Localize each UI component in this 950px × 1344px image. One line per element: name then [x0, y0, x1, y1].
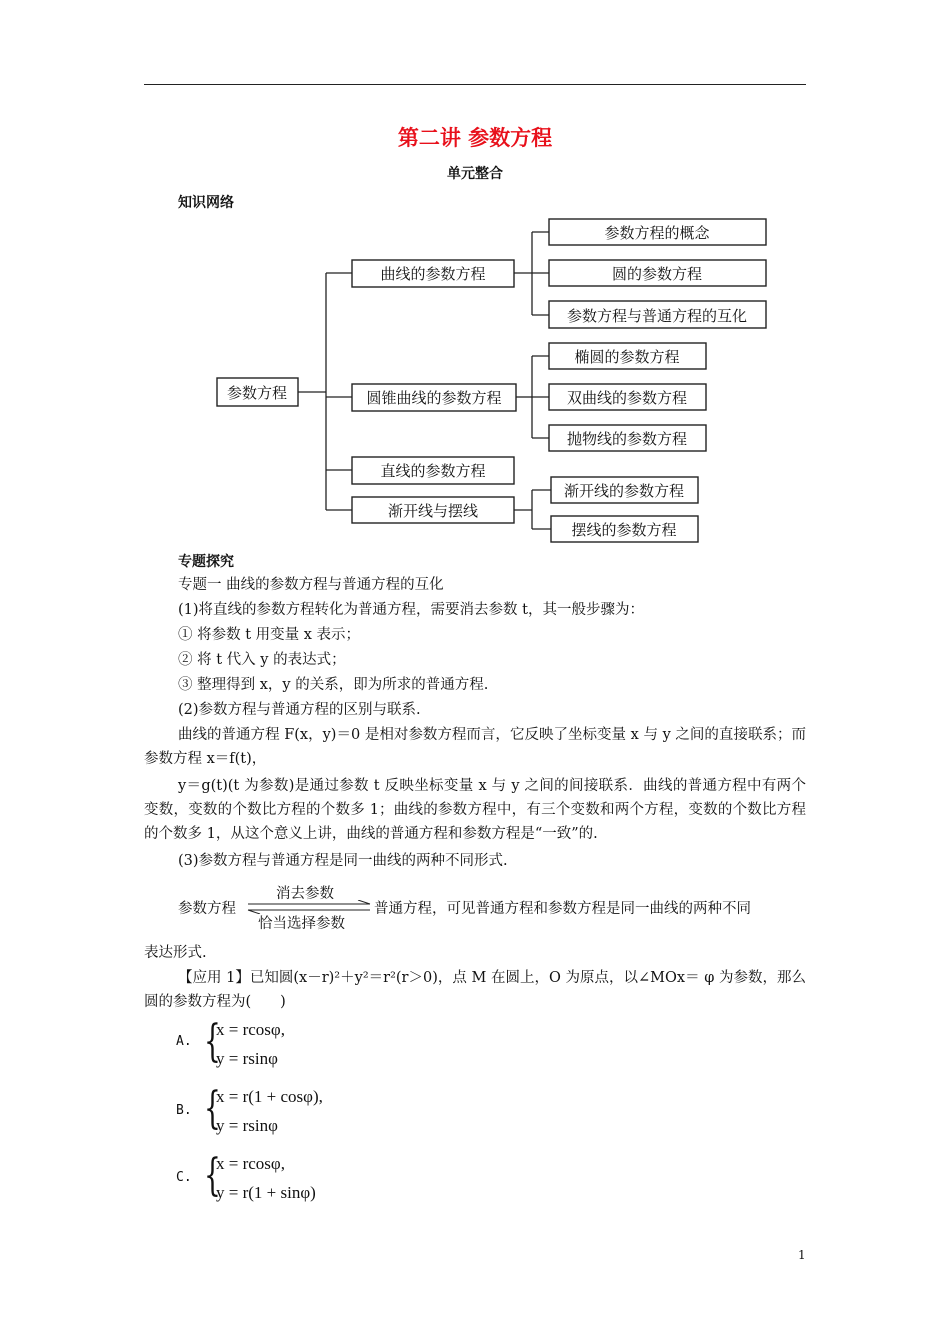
section-heading-network: 知识网络: [178, 195, 234, 211]
conversion-tail: 表达形式.: [144, 945, 207, 961]
tree-leaf-conversion: [549, 301, 766, 328]
tree-leaf-label: 双曲线的参数方程: [566, 389, 688, 407]
topic-heading: 专题一 曲线的参数方程与普通方程的互化: [178, 577, 444, 593]
tree-branch-label: 曲线的参数方程: [380, 265, 486, 283]
option-letter: A.: [176, 1034, 192, 1049]
tree-leaf-label: 摆线的参数方程: [571, 521, 677, 539]
tree-root-label: 参数方程: [226, 384, 288, 402]
conversion-top-label: 消去参数: [276, 886, 334, 902]
page-title: 第二讲 参数方程: [397, 126, 553, 150]
section-heading-topic: 专题探究: [178, 554, 234, 570]
option-eq-1: x = rcosφ,: [216, 1020, 285, 1039]
tree-leaf-label: 参数方程与普通方程的互化: [566, 307, 748, 325]
option-eq-2: y = r(1 + sinφ): [216, 1183, 316, 1202]
step-3: ③ 整理得到 x，y 的关系，即为所求的普通方程.: [178, 677, 489, 693]
tree-leaf-hyperbola: [549, 384, 706, 410]
paragraph-5: (3)参数方程与普通方程是同一曲线的两种不同形式.: [178, 853, 508, 869]
option-b[interactable]: [176, 1083, 476, 1143]
tree-branch-curve: [352, 260, 514, 287]
tree-branch-line: [352, 457, 514, 484]
tree-leaf-involute: [551, 477, 698, 503]
tree-leaf-ellipse: [549, 343, 706, 369]
option-c[interactable]: [176, 1150, 476, 1210]
option-letter: B.: [176, 1103, 192, 1118]
tree-branch-conic: [352, 384, 516, 411]
tree-branch-involute: [352, 497, 514, 523]
tree-leaf-label: 抛物线的参数方程: [566, 430, 688, 448]
tree-leaf-label: 椭圆的参数方程: [574, 348, 680, 366]
tree-root: [217, 378, 298, 406]
conversion-right-label: 普通方程，可见普通方程和参数方程是同一曲线的两种不同: [374, 901, 751, 917]
conversion-bottom-label: 恰当选择参数: [258, 916, 345, 932]
brace-icon: {: [204, 1150, 221, 1201]
paragraph-1: (1)将直线的参数方程转化为普通方程，需要消去参数 t，其一般步骤为：: [178, 602, 644, 618]
step-1: ① 将参数 t 用变量 x 表示；: [178, 627, 361, 643]
knowledge-tree-diagram: [0, 0, 950, 560]
application-1: 【应用 1】已知圆(x－r)²＋y²＝r²(r＞0)，点 M 在圆上，O 为原点，以∠MOx＝ φ 为参数，那么圆的参数方程为( ): [144, 970, 806, 1010]
tree-leaf-circle: [549, 260, 766, 286]
tree-leaf-label: 渐开线的参数方程: [563, 482, 685, 500]
tree-leaf-concept: [549, 219, 766, 245]
tree-leaf-cycloid: [551, 516, 698, 542]
tree-branch-label: 圆锥曲线的参数方程: [366, 389, 502, 407]
option-eq-1: x = rcosφ,: [216, 1154, 285, 1173]
tree-leaf-label: 参数方程的概念: [604, 224, 710, 242]
option-a[interactable]: [176, 1016, 476, 1076]
conversion-diagram: [178, 880, 818, 940]
option-eq-2: y = rsinφ: [216, 1049, 278, 1068]
brace-icon: {: [204, 1016, 221, 1067]
paragraph-4: y＝g(t)(t 为参数)是通过参数 t 反映坐标变量 x 与 y 之间的间接联系．曲线的普通方程中有两个变数，变数的个数比方程的个数多 1；曲线的参数方程中，有三个变数和两个方程，变数的个数比方程的个数多 1，从这个意义上讲，曲线的普通方程和参数方程是“一致”的.: [144, 778, 806, 842]
tree-leaf-parabola: [549, 425, 706, 451]
page-subtitle: 单元整合: [447, 166, 503, 182]
paragraph-3: 曲线的普通方程 F(x，y)＝0 是相对参数方程而言，它反映了坐标变量 x 与 y 之间的直接联系；而参数方程 x＝f(t)，: [144, 727, 806, 767]
option-eq-2: y = rsinφ: [216, 1116, 278, 1135]
tree-leaf-label: 圆的参数方程: [611, 265, 703, 283]
brace-icon: {: [204, 1083, 221, 1134]
option-letter: C.: [176, 1170, 192, 1185]
step-2: ② 将 t 代入 y 的表达式；: [178, 652, 346, 668]
page-number: 1: [798, 1248, 806, 1262]
conversion-left-label: 参数方程: [178, 901, 236, 917]
option-eq-1: x = r(1 + cosφ),: [216, 1087, 323, 1106]
tree-branch-label: 直线的参数方程: [380, 462, 486, 480]
tree-branch-label: 渐开线与摆线: [387, 502, 479, 520]
paragraph-2: (2)参数方程与普通方程的区别与联系.: [178, 702, 421, 718]
